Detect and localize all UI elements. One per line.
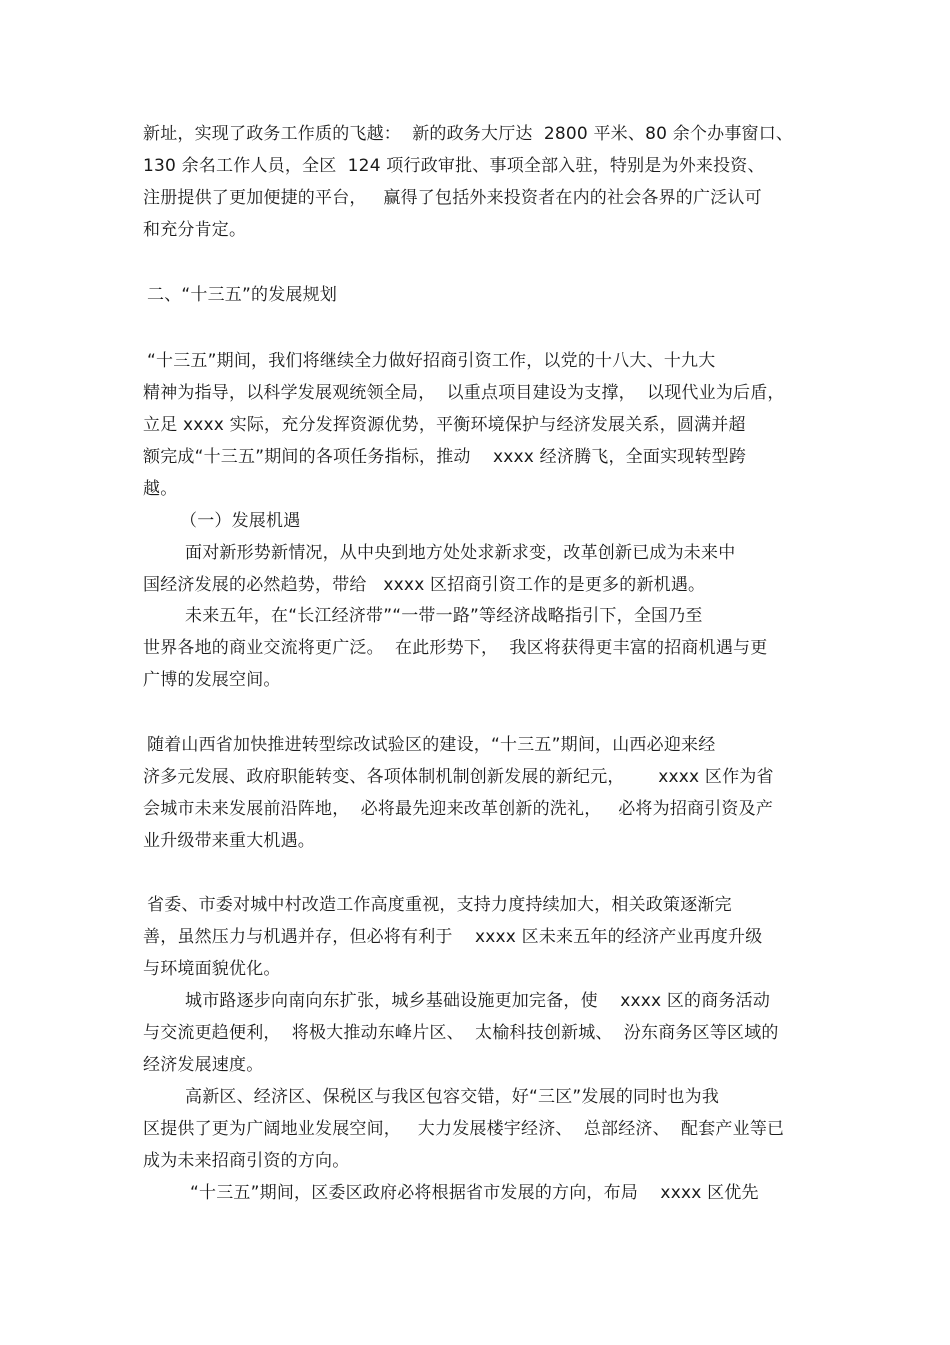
body-text-line: 济多元发展、政府职能转变、各项体制机制创新发展的新纪元， xxxx 区作为省 (143, 767, 774, 787)
body-text-line: 经济发展速度。 (143, 1055, 264, 1075)
body-text-line: 精神为指导，以科学发展观统领全局， 以重点项目建设为支撑， 以现代业为后盾， (143, 383, 785, 403)
body-text-line: 国经济发展的必然趋势，带给 xxxx 区招商引资工作的是更多的新机遇。 (143, 575, 706, 595)
body-text-line: 随着山西省加快推进转型综改试验区的建设，“十三五”期间，山西必迎来经 (147, 735, 716, 755)
body-text-line: 与交流更趋便利， 将极大推动东峰片区、 太榆科技创新城、 汾东商务区等区域的 (143, 1023, 779, 1043)
body-text-line: 额完成“十三五”期间的各项任务指标，推动 xxxx 经济腾飞，全面实现转型跨 (143, 447, 747, 467)
body-text-line: 成为未来招商引资的方向。 (143, 1151, 350, 1171)
body-text-line: “十三五”期间，区委区政府必将根据省市发展的方向，布局 xxxx 区优先 (190, 1183, 759, 1203)
body-text-line: 面对新形势新情况，从中央到地方处处求新求变，改革创新已成为未来中 (185, 543, 736, 563)
body-text-line: 注册提供了更加便捷的平台， 赢得了包括外来投资者在内的社会各界的广泛认可 (143, 188, 762, 208)
subsection-heading: （一）发展机遇 (180, 511, 301, 531)
body-text-line: 会城市未来发展前沿阵地， 必将最先迎来改革创新的洗礼， 必将为招商引资及产 (143, 799, 774, 819)
body-text-line: 业升级带来重大机遇。 (143, 831, 315, 851)
body-text-line: 和充分肯定。 (143, 220, 247, 240)
body-text-line: 与环境面貌优化。 (143, 959, 281, 979)
body-text-line: 130 余名工作人员，全区 124 项行政审批、事项全部入驻，特别是为外来投资、 (143, 156, 765, 176)
body-text-line: 立足 xxxx 实际，充分发挥资源优势，平衡环境保护与经济发展关系，圆满并超 (143, 415, 746, 435)
body-text-line: 越。 (143, 479, 178, 499)
body-text-line: 新址，实现了政务工作质的飞越： 新的政务大厅达 2800 平米、80 余个办事窗口、 (143, 124, 794, 144)
section-heading: 二、“十三五”的发展规划 (147, 285, 338, 305)
body-text-line: 区提供了更为广阔地业发展空间， 大力发展楼宇经济、 总部经济、 配套产业等已 (143, 1119, 785, 1139)
body-text-line: 广博的发展空间。 (143, 670, 281, 690)
body-text-line: 善，虽然压力与机遇并存，但必将有利于 xxxx 区未来五年的经济产业再度升级 (143, 927, 763, 947)
body-text-line: 城市路逐步向南向东扩张，城乡基础设施更加完备，使 xxxx 区的商务活动 (185, 991, 771, 1011)
body-text-line: 未来五年，在“长江经济带”“一带一路”等经济战略指引下，全国乃至 (185, 606, 703, 626)
body-text-line: 世界各地的商业交流将更广泛。 在此形势下， 我区将获得更丰富的招商机遇与更 (143, 638, 768, 658)
body-text-line: 高新区、经济区、保税区与我区包容交错，好“三区”发展的同时也为我 (185, 1087, 720, 1107)
body-text-line: “十三五”期间，我们将继续全力做好招商引资工作，以党的十八大、十九大 (147, 351, 716, 371)
body-text-line: 省委、市委对城中村改造工作高度重视，支持力度持续加大，相关政策逐渐完 (147, 895, 732, 915)
